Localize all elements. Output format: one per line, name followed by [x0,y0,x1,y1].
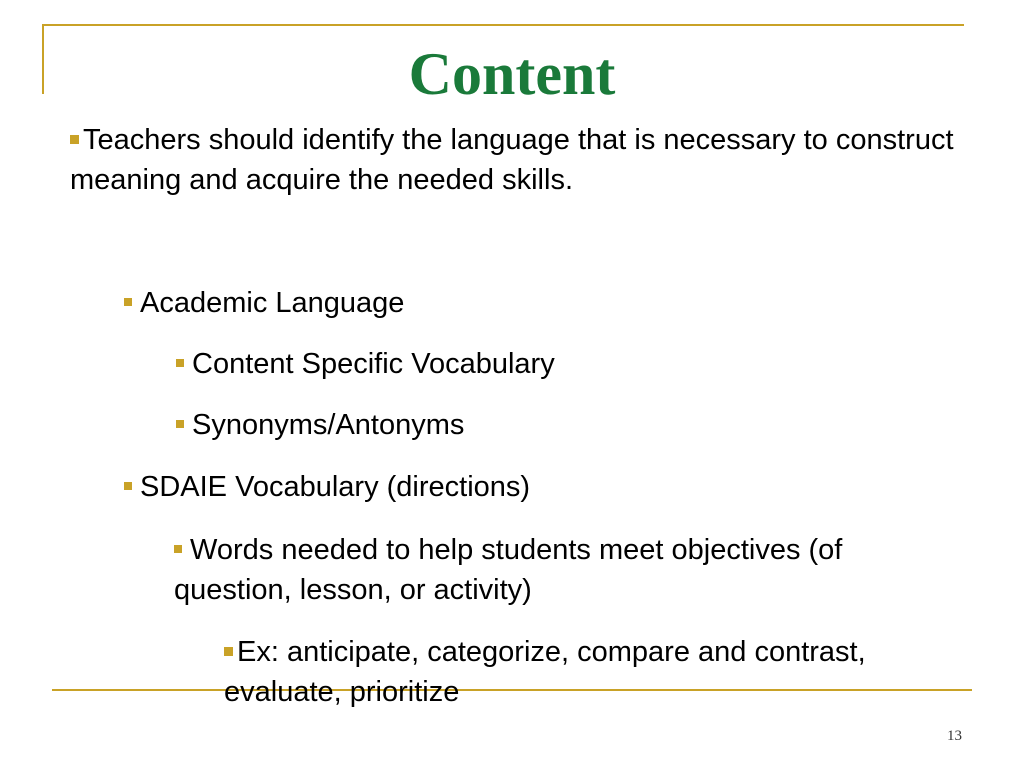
bullet-icon [124,482,132,490]
bullet-text: Synonyms/Antonyms [192,409,465,441]
bullet-examples [224,632,874,712]
bullet-text: SDAIE Vocabulary (directions) [140,471,531,503]
slide-number: 13 [947,728,962,744]
bullet-text: Content Specific Vocabulary [192,348,555,380]
bullet-text: Ex: anticipate, categorize, compare and contrast, evaluate, prioritize [224,636,866,708]
bullet-icon [124,298,132,306]
bullet-text: Words needed to help students meet objectives (of question, lesson, or activity) [174,534,843,606]
bullet-icon [174,545,182,553]
bullet-content-specific-vocabulary [176,344,1006,384]
intro-text: Teachers should identify the language that is necessary to construct meaning and acquire the needed skills. [70,124,954,196]
bullet-icon [176,359,184,367]
intro-paragraph [70,120,1000,200]
bullet-icon [176,420,184,428]
frame-top-rule [42,24,964,26]
bullet-academic-language [124,283,1004,323]
bullet-icon [224,647,233,656]
bullet-sdaie-vocabulary [124,467,1004,507]
bullet-text: Academic Language [140,287,405,319]
bullet-icon [70,135,79,144]
bullet-words-needed [174,530,934,610]
slide-title: Content [408,41,616,107]
bullet-synonyms-antonyms [176,405,1006,445]
